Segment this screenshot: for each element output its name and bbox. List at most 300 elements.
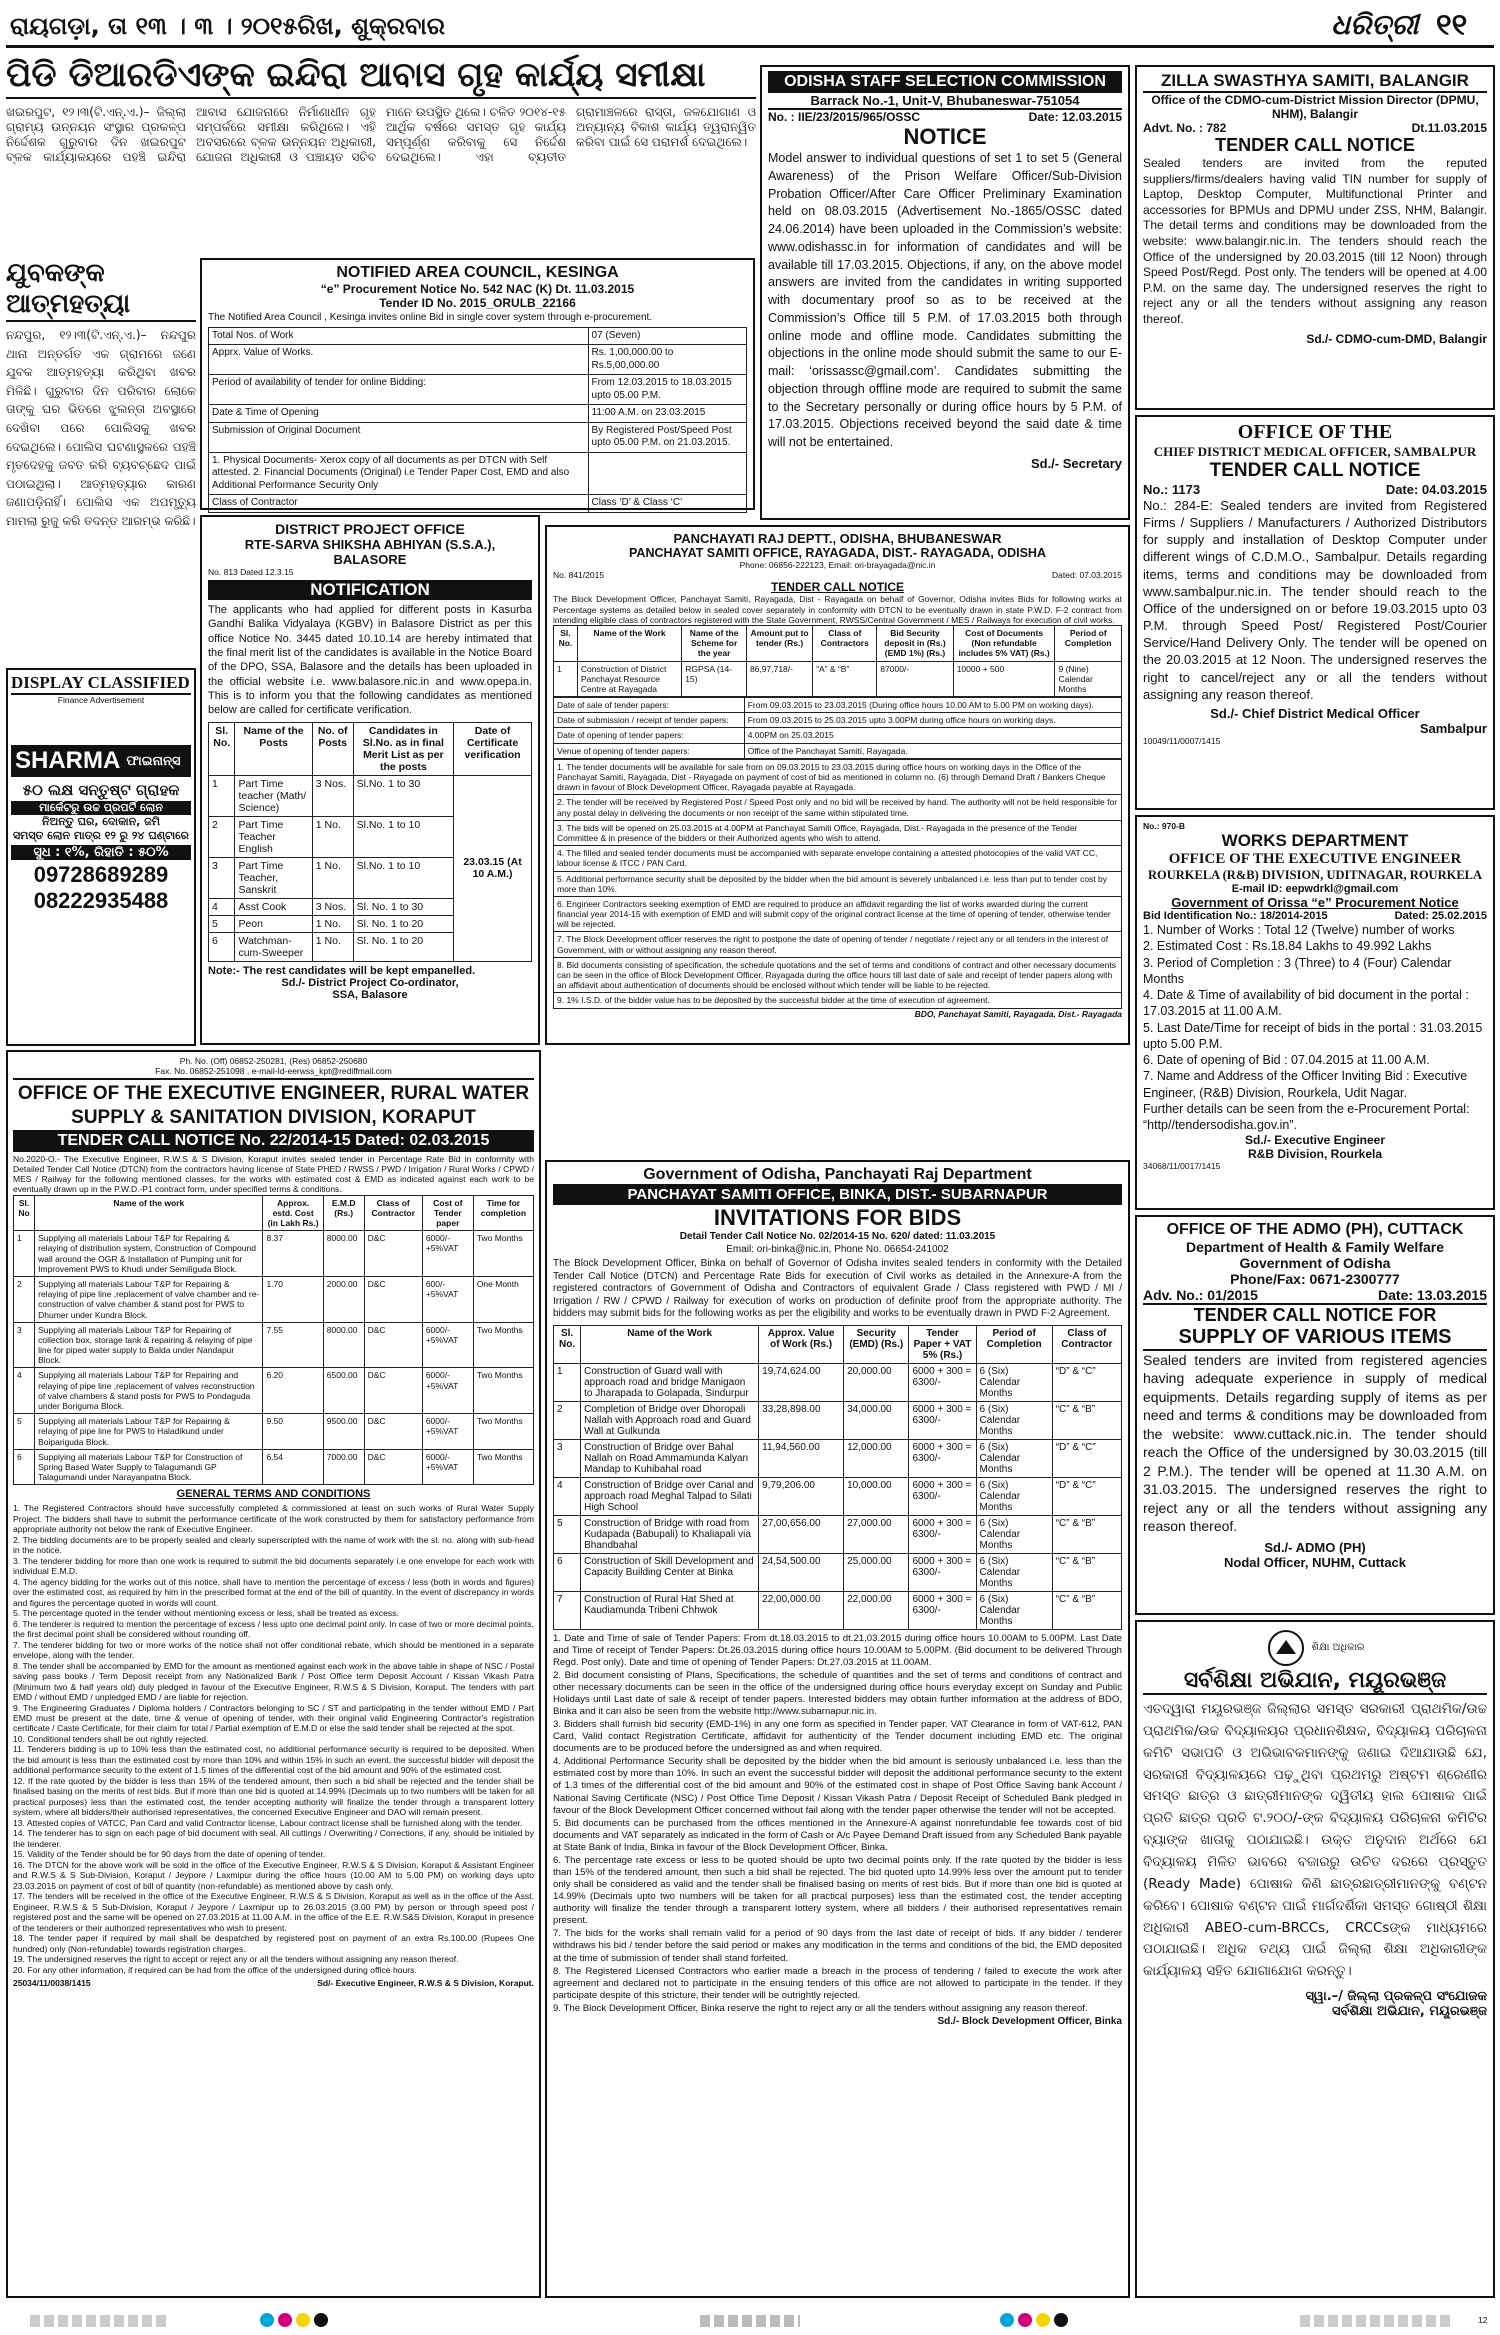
- term-item: 4. The filled and sealed tender documents must be accompanied with separate envelope containing a attested photocopies of the valid VAT CC, labour license & ITCC / PAN Card.: [554, 846, 1122, 871]
- article-headline: ପିଡି ଡିଆରଡିଏଙ୍କ ଇନ୍ଦିରା ଆବାସ ଗୃହ କାର୍ଯ୍ୟ ସମୀକ୍ଷା: [6, 54, 756, 99]
- table-header: Security (EMD) (Rs.): [844, 1325, 909, 1363]
- ssa-table: [208, 722, 532, 962]
- term-item: 16. The DTCN for the above work will be sold in the office of the Executive Engineer, R.W.S & S Division, Koraput & Assistant Engineer and R.W.S & S Sub-Division, Koraput / Jeypore / Laxmipur during the office hours (10.00 AM to 5.00 PM) on working days upto 23.03.2015 on payment of cost of bill of quantity (non-refundable) as mentioned above by cash only.: [13, 1859, 534, 1891]
- table-cell: 1 No.: [312, 857, 353, 898]
- notice-fax: Fax. No. 06852-251098 , e-mail-Id-eerwss_kpt@rediffmail.com: [155, 1066, 392, 1077]
- masthead-date: ରାୟଗଡ଼ା, ତା ୧୩ । ୩ । ୨୦୧୫ରିଖ, ଶୁକ୍ରବାର: [10, 12, 445, 40]
- table-row: [554, 1515, 1122, 1553]
- table-cell: 1: [14, 1231, 35, 1277]
- notice-note: Note:- The rest candidates will be kept empanelled.: [208, 964, 476, 977]
- table-row: [14, 1368, 534, 1414]
- table-cell: 20,000.00: [844, 1363, 909, 1401]
- term-item: 3. The tenderer bidding for more than one work is required to submit the bid documents separately i.e one envelope for each work with individual E.M.D.: [13, 1555, 534, 1577]
- notice-title: PANCHAYATI RAJ DEPTT., ODISHA, BHUBANESWAR: [673, 531, 1002, 546]
- table-header: Class of Contractors: [813, 625, 877, 661]
- notice-intro: No.2020-O.- The Executive Engineer, R.W.S & S Division, Koraput invites sealed tender in Percentage Rate Bid in conformity with Detailed Tender Call Notice (DTCN) from the contractors having license of State PHED / RWSS / PWD / Irrigation / Rural Works / CPWD / MES / Railway for the following mentioned classes, for the works with estimated cost & EMD as indicated against each work to be eventually drawn up in the P.W.D.-P1 contract form, under specified terms & conditions.: [13, 1153, 534, 1195]
- table-row: [554, 661, 1122, 697]
- table-cell: Period of availability of tender for online Bidding:: [209, 375, 589, 405]
- table-cell: Sl. No. 1 to 30: [353, 898, 453, 915]
- rayagada-kv: [553, 697, 1122, 759]
- list-item: 7. Name and Address of the Officer Inviting Bid : Executive Engineer, (R&B) Division, Rourkela, Udit Nagar.: [1143, 1069, 1468, 1100]
- notice-heading: INVITATIONS FOR BIDS: [713, 1205, 962, 1230]
- term-item: 8. The Registered Licensed Contractors who earlier made a breach in the process of tendering / failed to execute the work after agreement and declared not to participate in the ensuing tenders of this office are not allowed to participate in the tender. If they participate despite of this stricture, their tender will be outrightly rejected.: [553, 1965, 1122, 2001]
- term-item: 6. The tenderer is required to mention the percentage of excess / less upto one decimal point only. In case of two or more decimal points, the first decimal point shall be considered without rounding off.: [13, 1618, 534, 1640]
- table-cell: 87000/-: [877, 661, 953, 697]
- classified-ad: [6, 668, 196, 1046]
- notice-signature-2: ସର୍ବଶିକ୍ଷା ଅଭିଯାନ, ମୟୂରଭଞ୍ଜ: [1331, 2004, 1487, 2020]
- term-item: 6. Engineer Contractors seeking exemption of EMD are required to produce an affidavit regarding the list of works awarded during the current financial year 2014-15 with exemption of EMD and will submit copy of the original contract license at the time of opening of tender, otherwise tender will be rejected.: [554, 896, 1122, 932]
- table-cell: D&C: [364, 1276, 422, 1322]
- table-cell: 3 Nos.: [312, 775, 353, 816]
- table-cell: 7000.00: [323, 1449, 364, 1485]
- notice-address: Barrack No.-1, Unit-V, Bhubaneswar-751054: [768, 93, 1122, 110]
- table-cell: 7.55: [263, 1322, 323, 1368]
- table-cell: 1.70: [263, 1276, 323, 1322]
- registration-strip: [1300, 2315, 1450, 2327]
- table-header: Name of the Work: [577, 625, 681, 661]
- table-cell: Two Months: [473, 1322, 533, 1368]
- notice-title: OFFICE OF THE ADMO (PH), CUTTACK: [1166, 1221, 1464, 1238]
- notice-signature: Sd./- District Project Co-ordinator,: [281, 976, 459, 989]
- table-cell: 10000 + 500: [953, 661, 1055, 697]
- notice-number: No.: 1173: [1143, 482, 1201, 497]
- table-row: [209, 375, 747, 405]
- term-item: 19. The undersigned reserves the right to accept or reject any or all the tenders without assigning any reason thereof.: [13, 1954, 459, 1965]
- cyan-dot: [1000, 2313, 1014, 2327]
- table-cell: 6.54: [263, 1449, 323, 1485]
- table-cell: 6 (Six) Calendar Months: [976, 1477, 1052, 1515]
- article-pidi: [6, 54, 756, 254]
- table-cell: 6000 + 300 = 6300/-: [909, 1515, 976, 1553]
- notice-phone: Ph. No. (Off) 06852-250281, (Res) 06852-250680: [179, 1056, 368, 1066]
- classified-title: DISPLAY CLASSIFIED: [11, 673, 191, 695]
- table-row: [554, 713, 1122, 728]
- table-cell: 86,97,718/-: [746, 661, 812, 697]
- table-cell: 6: [209, 932, 235, 961]
- notice-title-2: Department of Health & Family Welfare: [1185, 1239, 1445, 1255]
- table-cell: Submission of Original Document: [209, 422, 589, 452]
- table-cell: 6 (Six) Calendar Months: [976, 1439, 1052, 1477]
- table-cell: “C” & “B”: [1052, 1553, 1121, 1591]
- table-cell: 22,00,000.00: [759, 1591, 844, 1629]
- table-row: [554, 795, 1122, 820]
- table-cell: 6 (Six) Calendar Months: [976, 1401, 1052, 1439]
- table-cell: “C” & “B”: [1052, 1515, 1121, 1553]
- table-cell: D&C: [364, 1322, 422, 1368]
- notice-further: Further details can be seen from the e-Procurement Portal: “http//tendersodisha.gov.in”.: [1143, 1101, 1470, 1133]
- table-cell: 24,54,500.00: [759, 1553, 844, 1591]
- term-item: 5. Bid documents can be purchased from the offices mentioned in the Annexure-A against nonrefundable fee towards cost of bid documents and VAT separately as indicated in the form of Cash or A/c Payee Demand Draft issued from any Scheduled Bank payable at State Bank of India, Binka in favour of the Block Development Officer, Binka.: [553, 1817, 1122, 1853]
- list-item: 3. Period of Completion : 3 (Three) to 4 (Four) Calendar Months: [1143, 955, 1452, 986]
- table-cell: 6.20: [263, 1368, 323, 1414]
- article-headline: ଯୁବକଙ୍କ ଆତ୍ମହତ୍ୟା: [6, 258, 196, 322]
- notice-advt: Adv. No.: 01/2015: [1143, 1287, 1258, 1303]
- table-cell: 9 (Nine) Calendar Months: [1055, 661, 1122, 697]
- rourkela-items: [1143, 922, 1487, 1101]
- term-item: 2. The tender will be received by Registered Post / Speed Post only and no bid will be received by hand. The authority will not be held responsible for any postal delay in delivering the documents or non receipt of the same within stipulated time.: [554, 795, 1122, 820]
- table-row: [554, 957, 1122, 993]
- table-header: Amount put to tender (Rs.): [746, 625, 812, 661]
- table-cell: 6000 + 300 = 6300/-: [909, 1401, 976, 1439]
- table-cell: 6000 + 300 = 6300/-: [909, 1363, 976, 1401]
- ossc-notice: [760, 65, 1130, 520]
- table-cell: Venue of opening of tender papers:: [554, 743, 745, 758]
- table-cell: D&C: [364, 1414, 422, 1450]
- rayagada-table: [553, 625, 1122, 697]
- rayagada-terms: [553, 759, 1122, 1009]
- ssa-mayurbhanj-notice: [1135, 1620, 1495, 2298]
- table-header: Candidates in Sl.No. as in final Merit List as per the posts: [353, 722, 453, 775]
- table-cell: 6: [554, 1553, 581, 1591]
- table-cell: 11,94,560.00: [759, 1439, 844, 1477]
- sharma-label: SHARMA: [15, 747, 121, 775]
- table-cell: Date of submission / receipt of tender papers:: [554, 713, 745, 728]
- notice-detail: Detail Tender Call Notice No. 02/2014-15 No. 620/ dated: 11.03.2015: [679, 1231, 996, 1242]
- table-header: Sl. No: [14, 1195, 35, 1231]
- table-cell: 3: [554, 1439, 581, 1477]
- table-row: [554, 993, 1122, 1008]
- notice-date: Dated: 25.02.2015: [1394, 910, 1487, 923]
- table-row: [209, 775, 532, 816]
- notice-date: Dt.11.03.2015: [1411, 121, 1487, 135]
- table-cell: Supplying all materials Labour T&P for Repairing & relaying of distribution system, Construction of Compound wall around the OGR & Installation of Pumping unit for Improvement PWS to Khudi under Semiliguda Block.: [35, 1231, 263, 1277]
- term-item: 5. Additional performance security shall be deposited by the bidder when the bid amount is severely unbalanced i.e. less than put to tender cost by more than 10%.: [554, 871, 1122, 896]
- table-row: [554, 871, 1122, 896]
- table-cell: 6000 + 300 = 6300/-: [909, 1591, 976, 1629]
- color-dots: [1000, 2313, 1068, 2327]
- table-cell: 27,00,656.00: [759, 1515, 844, 1553]
- notice-number: No. 813 Dated 12.3.15: [208, 567, 294, 577]
- table-cell: 4: [14, 1368, 35, 1414]
- table-cell: Two Months: [473, 1449, 533, 1485]
- notice-heading: TENDER CALL NOTICE: [1215, 135, 1415, 155]
- registration-strip: [30, 2315, 170, 2327]
- notice-body: Sealed tenders are invited from the reputed suppliers/firms/dealers having valid TIN number for supply of Laptop, Desktop Computer, Multifunctional Printer and accessories for BPMUs and DPMU under ZSS, NHM, Balangir. The detail terms and conditions may be downloaded from the website: www.balangir.nic.in. The tenders should reach the Office of the undersigned by 20.03.2015 (till 12 Noon) through Speed Post/Regd. Post only. The tenders will be opened at 4.00 P.M. on the same day. The undersigned reserves the right to reject any or all the tenders without assigning any reason thereof.: [1143, 156, 1487, 326]
- list-item: 4. Date & Time of availability of bid document in the portal : 17.03.2015 at 11.00 A.M.: [1143, 988, 1469, 1019]
- table-cell: 6: [14, 1449, 35, 1485]
- table-cell: 2: [209, 816, 235, 857]
- notice-signature: Sd./- Block Development Officer, Binka: [937, 2015, 1122, 2027]
- notice-signature: Sd./- Secretary: [1030, 455, 1122, 471]
- table-cell: Completion of Bridge over Dhoropali Nallah with Approach road and Guard Wall at Gulkunda: [581, 1401, 759, 1439]
- ssa-balasore-notice: [200, 515, 540, 1045]
- black-dot: [1054, 2313, 1068, 2327]
- table-cell: Construction of Bridge over Canal and approach road Meghal Talpad to Silati High School: [581, 1477, 759, 1515]
- notice-signature: Sd./- ADMO (PH): [1264, 1539, 1366, 1555]
- notice-title: ODISHA STAFF SELECTION COMMISSION: [768, 71, 1122, 93]
- masthead: [6, 8, 1494, 48]
- table-cell: Construction of Skill Development and Capacity Building Center at Binka: [581, 1553, 759, 1591]
- classified-rate: ସୁଧ : ୧%, ରିହାତି : ୫୦%: [11, 845, 191, 860]
- balangir-notice: [1135, 65, 1495, 410]
- table-cell: 600/-+5%VAT: [422, 1276, 473, 1322]
- table-cell: Two Months: [473, 1368, 533, 1414]
- sharma-banner: [11, 745, 191, 777]
- table-row: [554, 896, 1122, 932]
- table-cell: Supplying all materials Labour T&P for Construction of Spring Based Water Supply to Talagumandi GP Talagumandi under Narayanpatna Block.: [35, 1449, 263, 1485]
- table-cell: 6 (Six) Calendar Months: [976, 1591, 1052, 1629]
- table-cell: Total Nos. of Work: [209, 327, 589, 345]
- notice-signature-2: SSA, Balasore: [332, 988, 408, 1001]
- table-row: [554, 1363, 1122, 1401]
- table-cell: Sl.No. 1 to 10: [353, 857, 453, 898]
- table-header: Class of Contractor: [364, 1195, 422, 1231]
- table-cell: Sl.No. 1 to 30: [353, 775, 453, 816]
- classified-subtitle: Finance Advertisement: [57, 695, 145, 705]
- table-cell: 6 (Six) Calendar Months: [976, 1553, 1052, 1591]
- binka-table: [553, 1325, 1122, 1630]
- classified-line: ମାର୍କେଟରୁ ଉଚ୍ଚ ପ୍ରପର୍ଟି ଲୋନ: [11, 801, 191, 815]
- ssa-logo-icon: [1266, 1628, 1306, 1668]
- notice-title: NOTIFIED AREA COUNCIL, KESINGA: [336, 264, 619, 281]
- term-item: 1. The tender documents will be available for sale from on 09.03.2015 to 23.03.2015 during office hours on working days in the Office of the Panchayat Samiti, Rayagada, Dist - Rayagada on payment of cost of bid as mentioned in column no. (6) through Demand Draft / Bankers Cheque drawn in favour of Block Development Officer, Rayagada payable at Rayagada.: [554, 759, 1122, 795]
- list-item: 1. Number of Works : Total 12 (Twelve) number of works: [1143, 923, 1455, 938]
- term-item: 10. Conditional tenders shall be out rightly rejected.: [13, 1733, 209, 1744]
- kesinga-notice: [200, 258, 755, 510]
- table-cell: 6 (Six) Calendar Months: [976, 1363, 1052, 1401]
- notice-signature: Sd./- CDMO-cum-DMD, Balangir: [1306, 331, 1487, 346]
- table-cell: 1 No.: [312, 915, 353, 932]
- notice-body: No.: 284-E: Sealed tenders are invited from Registered Firms / Suppliers / Manufacturers / Authorized Distributors for supply and installation of Desktop Computer under different wings of C.D.M.O., Sambalpur. Details regarding items, terms and conditions may be downloaded from www.sambalpur.nic.in. The tender should reach to the Office of the undersigned on or before 19.03.2015 upto 03 P.M. through Speed Post/ Registered Post/Courier Service/Hand Delivery Only. The tender will be opened on the 20.03.2015 at 12 Noon. The undersigned reserves the right to cancel/reject any or all the tenders without assigning any reason thereof.: [1143, 498, 1487, 702]
- table-cell: By Registered Post/Speed Post upto 05.00 P.M. on 21.03.2015.: [588, 422, 746, 452]
- ssa-tagline: ଶିକ୍ଷା ଅଧିକାର: [1311, 1641, 1365, 1653]
- table-cell: 7: [554, 1591, 581, 1629]
- term-item: 7. The tenderer bidding for two or more works of the notice shall not offer conditional rebate, which should be mentioned in a separate envelope, along with the tender.: [13, 1639, 534, 1661]
- table-cell: “C” & “B”: [1052, 1591, 1121, 1629]
- sharma-odia: ଫାଇନାନ୍ସ: [126, 753, 181, 769]
- table-cell: Construction of Rural Hat Shed at Kaudiamunda Tribeni Chhwok: [581, 1591, 759, 1629]
- table-cell: Construction of Guard wall with approach road and bridge Manigaon to Jharapada to Golapada, Sindurpur: [581, 1363, 759, 1401]
- table-header: Approx. Value of Work (Rs.): [759, 1325, 844, 1363]
- term-item: 7. The Block Development officer reserves the right to postpone the date of opening of tender / negotiate / reject any or all tenders in the interest of Government, with or without assigning any reason thereof.: [554, 932, 1122, 957]
- table-row: [554, 932, 1122, 957]
- table-cell: Rs. 1,00,000.00 to Rs.5,00,000.00: [588, 345, 746, 375]
- term-item: 1. Date and Time of sale of Tender Papers: From dt.18.03.2015 to dt.21.03.2015 during office hours 10.00AM to 5.00PM. Last Date and Time of receipt of Tender Papers: Dt.26.03.2015 during office hours 10.00AM to 5.00PM. (Bid document to be delivered Through Regd. Post only). Date and time of opening of Tender Papers: Dt.27.03.2015 at 11.00AM.: [553, 1632, 1122, 1668]
- table-cell: 4.00PM on 25.03.2015: [744, 728, 1121, 743]
- table-cell: Part Time Teacher English: [235, 816, 312, 857]
- footer-bar: [0, 2305, 1500, 2335]
- table-cell: Part Time teacher (Math/ Science): [235, 775, 312, 816]
- term-item: 9. 1% I.S.D. of the bidder value has to be deposited by the successful bidder at the time of execution of agreement.: [554, 993, 1122, 1008]
- classified-line: ନିଅନ୍ତୁ ଘର, ଦୋକାନ, ଜମି: [41, 815, 161, 829]
- table-cell: Two Months: [473, 1231, 533, 1277]
- footer-page-number: 12: [1478, 2315, 1488, 2325]
- cuttack-notice: [1135, 1215, 1495, 1615]
- table-row: [554, 1477, 1122, 1515]
- term-item: 5. The percentage quoted in the tender without mentioning excess or less, shall be treated as excess.: [13, 1608, 399, 1619]
- table-row: [554, 698, 1122, 713]
- table-cell: 1. Physical Documents- Xerox copy of all documents as per DTCN with Self attested. 2. Financial Documents (Original) i.e Tender Paper Cost, EMD and also Additional Performance Security Only: [209, 452, 589, 495]
- classified-line: ସମସ୍ତ ଲୋନ ମାତ୍ର ୧୨ ରୁ ୨୪ ଘଣ୍ଟାରେ: [12, 829, 190, 843]
- notice-title-2: CHIEF DISTRICT MEDICAL OFFICER, SAMBALPUR: [1153, 444, 1477, 459]
- table-cell: 19,74,624.00: [759, 1363, 844, 1401]
- notice-signature: Sd/- Executive Engineer, R.W.S & S Division, Koraput.: [317, 1978, 534, 1989]
- list-item: 2. Estimated Cost : Rs.18.84 Lakhs to 49.992 Lakhs: [1143, 939, 1432, 954]
- table-cell: “A” & “B”: [813, 661, 877, 697]
- notice-title-3: ROURKELA (R&B) DIVISION, UDITNAGAR, ROURKELA: [1147, 868, 1483, 883]
- term-item: 20. For any other information, if required can be had from the office of the undersigned during office hours.: [13, 1964, 417, 1975]
- table-header: E.M.D (Rs.): [323, 1195, 364, 1231]
- magenta-dot: [1018, 2313, 1032, 2327]
- notice-intro: The Notified Area Council , Kesinga invites online Bid in single cover system through e-procurement.: [208, 312, 653, 323]
- verification-date: 23.03.15 (At 10 A.M.): [454, 775, 532, 961]
- notice-heading: TENDER CALL NOTICE: [1209, 460, 1421, 481]
- notice-title: OFFICE OF THE EXECUTIVE ENGINEER, RURAL WATER SUPPLY & SANITATION DIVISION, KORAPUT: [13, 1078, 534, 1130]
- tender-id: Tender ID No. 2015_ORULB_22166: [379, 296, 576, 310]
- table-cell: Date of opening of tender papers:: [554, 728, 745, 743]
- rayagada-notice: [545, 525, 1130, 1045]
- term-item: 2. Bid document consisting of Plans, Specifications, the schedule of quantities and the set of terms and conditions of contract and other necessary documents can be seen in the office of the undersigned during office hours everyday except on Sunday and Public Holidays until Last date of sale & receipt of tender papers. Interested bidders may obtain further information at the address of BDO, Binka and it can also be seen from the website http://www.subarnapur.nic.in.: [553, 1669, 1122, 1717]
- classified-phone: 08222935488: [33, 888, 169, 914]
- table-cell: 27,000.00: [844, 1515, 909, 1553]
- table-header: Name of the Work: [581, 1325, 759, 1363]
- bid-id: Bid Identification No.: 18/2014-2015: [1143, 910, 1328, 923]
- table-row: [554, 759, 1122, 795]
- table-cell: Asst Cook: [235, 898, 312, 915]
- table-cell: “D” & “C”: [1052, 1363, 1121, 1401]
- table-cell: Date & Time of Opening: [209, 405, 589, 423]
- table-cell: “D” & “C”: [1052, 1439, 1121, 1477]
- term-item: 12. If the rate quoted by the bidder is less than 15% of the tendered amount, then such a bid shall be rejected and the tender shall be finalised basing on the merits of rest bids. But if more than one bid is quoted at 14.99% (Decimals up to two numbers will be taken for all practical purposes) less than the estimated cost, the tender accepting authority will finalize the tender through a transparent lottery system, where all bidders/their authorised representatives, the concerned Executive Engineer and DAO will remain present.: [13, 1775, 534, 1818]
- notice-date: Date: 04.03.2015: [1385, 482, 1487, 497]
- notice-title-2: RTE-SARVA SHIKSHA ABHIYAN (S.S.A.),: [244, 537, 496, 552]
- table-row: [554, 820, 1122, 845]
- table-header: Class of Contractor: [1052, 1325, 1121, 1363]
- notice-heading: TENDER CALL NOTICE: [770, 580, 905, 595]
- table-cell: Construction of Bridge over Bahal Nallah on Road Ammamunda Kalyan Mandap to Kuhibahal road: [581, 1439, 759, 1477]
- table-cell: [588, 452, 746, 495]
- notice-number: No.: 970-B: [1143, 821, 1186, 831]
- table-cell: From 12.03.2015 to 18.03.2015 upto 05.00 P.M.: [588, 375, 746, 405]
- table-row: [554, 1591, 1122, 1629]
- table-header: Date of Certificate verification: [454, 722, 532, 775]
- term-item: 4. The agency bidding for the works out of this notice, shall have to mention the percentage of excess / less (both in words and figures) over the estimated cost, as required by him in the prescribed format at the end of the bill of quantity. In the event of discrepancy in words and figures the percentage quoted in words will count.: [13, 1576, 534, 1608]
- kesinga-table: [208, 327, 747, 513]
- notice-advt: Advt. No. : 782: [1143, 121, 1227, 135]
- term-item: 15. Validity of the Tender should be for 90 days from the date of opening of tender.: [13, 1849, 326, 1860]
- notice-date: Date: 12.03.2015: [1028, 110, 1122, 124]
- term-item: 7. The bids for the works shall remain valid for a period of 90 days from the last date of receipt of bids. If any bidder / tenderer withdraws his bid / tender before the said period or makes any modification in the terms and conditions of the bid, the EMD deposited at the time of submission of tender shall stand forfeited.: [553, 1928, 1122, 1964]
- table-cell: Construction of Bridge with road from Kudapada (Babupali) to Khaliapali via Bhandbahal: [581, 1515, 759, 1553]
- table-cell: Part Time Teacher, Sanskrit: [235, 857, 312, 898]
- notice-title-2: OFFICE OF THE EXECUTIVE ENGINEER: [1168, 851, 1462, 868]
- table-cell: 3: [14, 1322, 35, 1368]
- notice-heading: TENDER CALL NOTICE FOR: [1143, 1303, 1487, 1326]
- table-cell: 9,79,206.00: [759, 1477, 844, 1515]
- table-header: Period of Completion: [1055, 625, 1122, 661]
- table-cell: Class of Contractor: [209, 495, 589, 513]
- notice-signature: ସ୍ୱା.–/ ଜିଲ୍ଲା ପ୍ରକଳ୍ପ ସଂଯୋଜକ: [1305, 1989, 1487, 2005]
- notice-gov: Government of Orissa “e” Procurement Notice: [1171, 895, 1459, 911]
- table-cell: 4: [554, 1477, 581, 1515]
- notice-email: E-mail ID: eepwdrkl@gmail.com: [1231, 883, 1399, 896]
- notice-intro: The Block Development Officer, Binka on behalf of Governor of Odisha invites sealed tenders in conformity with the Detailed Tender Call Notice (DTCN) and Percentage Rate Bids for execution of Civil works as detailed in the Annexure-A from the registered contractors of Government of Odisha and Contractors of equivalent Grade / Class registered with PWD / MI / Irrigation / RW / CPWD / Railway for execution of works on production of definite proof from the appropriate authority. The bidders may submit bids for the following works as per the eligibility and works to be eventually drawn in PWD F-2 Agreement.: [553, 1258, 1122, 1319]
- notice-phone: Phone: 06856-222123, Email: ori-brayagada@nic.in: [739, 560, 936, 570]
- table-header: Name of the Posts: [235, 722, 312, 775]
- table-row: [554, 1439, 1122, 1477]
- article-body: ଖଇରପୁଟ, ୧୨।୩(ଟି.ଏନ୍.ଏ.)– ଜିଲ୍ଲା ଗ୍ରାମ୍ୟ ଉନ୍ନୟନ ସଂସ୍ଥାର ପ୍ରକଳ୍ପ ନିର୍ଦ୍ଦେଶକ ଗୁରୁବାର ଦିନ ଖଇରପୁଟ ବ୍ଳକ କାର୍ଯ୍ୟାଳୟରେ ପହଞ୍ଚି ଇନ୍ଦିରା ଆବାସ ଯୋଜନାରେ ନିର୍ମାଣାଧୀନ ଗୃହ ସମ୍ପର୍କରେ ସମୀକ୍ଷା କରିଥିଲେ। ଏହି ଅବସରରେ ବ୍ଳକ ଉନ୍ନୟନ ଅଧିକାରୀ, ଯୋଜନା ଅଧିକାରୀ ଓ ପଞ୍ଚାୟତ ସଚିବ ମାନେ ଉପସ୍ଥିତ ଥିଲେ। ଚଳିତ ୨୦୧୪-୧୫ ଆର୍ଥିକ ବର୍ଷରେ ସମସ୍ତ ଗୃହ କାର୍ଯ୍ୟ ସମ୍ପୂର୍ଣ୍ଣ କରିବାକୁ ସେ ନିର୍ଦ୍ଦେଶ ଦେଇଥିଲେ। ଏହା ବ୍ୟତୀତ ଗ୍ରାମାଞ୍ଚଳରେ ରାସ୍ତା, ଜଳଯୋଗାଣ ଓ ଅନ୍ୟାନ୍ୟ ବିକାଶ କାର୍ଯ୍ୟ ତ୍ୱରାନ୍ୱିତ କରିବା ପାଇଁ ସେ ପରାମର୍ଶ ଦେଇଥିଲେ।: [6, 104, 756, 164]
- notice-heading: NOTIFICATION: [208, 580, 532, 600]
- table-cell: From 09.03.2015 to 23.03.2015 (During office hours 10.00 AM to 5.00 PM on working days).: [744, 698, 1121, 713]
- table-header: Cost of Documents (Non refundable includes 5% VAT) (Rs.): [953, 625, 1055, 661]
- table-row: [14, 1414, 534, 1450]
- table-row: [14, 1449, 534, 1485]
- table-cell: Peon: [235, 915, 312, 932]
- table-row: [209, 495, 747, 513]
- table-row: [209, 422, 747, 452]
- notice-date: Date: 13.03.2015: [1378, 1287, 1487, 1303]
- table-cell: 1 No.: [312, 816, 353, 857]
- table-cell: 07 (Seven): [588, 327, 746, 345]
- table-cell: 11:00 A.M. on 23.03.2015: [588, 405, 746, 423]
- table-cell: 5: [554, 1515, 581, 1553]
- table-cell: 6000 + 300 = 6300/-: [909, 1553, 976, 1591]
- term-item: 14. The tenderer has to sign on each page of bid document with seal. All cuttings / Overwriting / Corrections, if any, should be initialed by the tenderer.: [13, 1828, 534, 1849]
- terms-title: GENERAL TERMS AND CONDITIONS: [176, 1488, 371, 1501]
- table-cell: 4: [209, 898, 235, 915]
- classified-line: ୫୦ ଲକ୍ଷ ସନ୍ତୁଷ୍ଟ ଗ୍ରାହକ: [22, 781, 180, 800]
- term-item: 2. The bidding documents are to be properly sealed and clearly superscripted with the name of work with the sl. no. along with sub-head in the notice.: [13, 1534, 534, 1556]
- table-row: [554, 743, 1122, 758]
- table-cell: 3: [209, 857, 235, 898]
- table-header: Approx. estd. Cost (in Lakh Rs.): [263, 1195, 323, 1231]
- table-header: No. of Posts: [312, 722, 353, 775]
- table-cell: One Month: [473, 1276, 533, 1322]
- table-cell: RGPSA (14-15): [682, 661, 747, 697]
- table-cell: 6000 + 300 = 6300/-: [909, 1439, 976, 1477]
- table-cell: Apprx. Value of Works.: [209, 345, 589, 375]
- notice-body: The applicants who had applied for different posts in Kasurba Gandhi Balika Vidyalaya (KGBV) in Balasore District as per this office Notice No. 3445 dated 10.10.14 are hereby intimated that the final merit list of the candidates is available in the Notice Board of the DPO, SSA, Balasore and the details has been uploaded in the official website i.e. www.balasore.nic.in and www.opepa.in. This is to inform you that the following candidates as mentioned below are called for certificate verification.: [208, 604, 532, 717]
- table-cell: Sl. No. 1 to 20: [353, 932, 453, 961]
- notice-title-2: PANCHAYAT SAMITI OFFICE, RAYAGADA, DIST.- RAYAGADA, ODISHA: [629, 546, 1046, 560]
- table-cell: 6000/-+5%VAT: [422, 1322, 473, 1368]
- color-dots: [260, 2313, 328, 2327]
- notice-signature-2: Sambalpur: [1419, 720, 1487, 736]
- table-header: Bid Security deposit in (Rs.) (EMD 1%) (Rs.): [877, 625, 953, 661]
- table-cell: Supplying all materials Labour T&P for Repairing and relaying of pipe line ,replacement of valves reconstruction of valve chambers & stand posts for PWS to Pondaguda under Boriguma Block.: [35, 1368, 263, 1414]
- table-cell: From 09.03.2015 to 25.03.2015 upto 3.00PM during office hours on working days.: [744, 713, 1121, 728]
- table-row: [209, 405, 747, 423]
- table-row: [209, 327, 747, 345]
- table-cell: 10,000.00: [844, 1477, 909, 1515]
- notice-title: ସର୍ବଶିକ୍ଷା ଅଭିଯାନ, ମୟୂରଭଞ୍ଜ: [1143, 1668, 1487, 1695]
- table-cell: 2: [14, 1276, 35, 1322]
- rwss-terms: [13, 1503, 534, 1975]
- table-cell: D&C: [364, 1449, 422, 1485]
- notice-signature-2: R&B Division, Rourkela: [1247, 1147, 1383, 1162]
- table-cell: 1 No.: [312, 932, 353, 961]
- table-cell: 2000.00: [323, 1276, 364, 1322]
- table-cell: 9.50: [263, 1414, 323, 1450]
- rourkela-notice: [1135, 815, 1495, 1210]
- notice-band: TENDER CALL NOTICE No. 22/2014-15 Dated: 02.03.2015: [13, 1130, 534, 1152]
- table-header: Cost of Tender paper: [422, 1195, 473, 1231]
- term-item: 9. The Engineering Graduates / Diploma holders / Contractors belonging to SC / ST and participating in the tender without EMD / Part EMD must be present at the date, time & venue of opening of tender, with their original valid Engineering Contractor's registration certificate / Caste Certificate, for their claim for total / Partial exemption of E.M.D or else the said tender shall be rejected at the spot.: [13, 1702, 534, 1734]
- newspaper-logo: ଧରିତ୍ରୀ: [1331, 8, 1419, 41]
- table-header: Sl. No.: [554, 625, 578, 661]
- sambalpur-notice: [1135, 415, 1495, 810]
- table-header: Sl. No.: [209, 722, 235, 775]
- table-header: Name of the Scheme for the year: [682, 625, 747, 661]
- table-row: [554, 846, 1122, 871]
- notice-body: Sealed tenders are invited from registered agencies having adequate experience in supply of medical equipments. Details regarding supply of items as per need and terms & conditions may be downloaded from the website: www.cuttack.nic.in. The tender should reach the Office of the undersigned by 30.03.2015 (till 2 P.M.). The tender will be opened at 11.30 A.M. on 31.03.2015. The undersigned reserves the right to reject any or all the tenders without assigning any reason thereof.: [1143, 1352, 1487, 1535]
- rwss-koraput-notice: [6, 1050, 541, 2298]
- table-header: Tender Paper + VAT 5% (Rs.): [909, 1325, 976, 1363]
- notice-number: “e” Procurement Notice No. 542 NAC (K) Dt. 11.03.2015: [320, 282, 635, 296]
- page-number: ୧୧: [1436, 8, 1468, 43]
- notice-number: No. : IIE/23/2015/965/OSSC: [768, 110, 921, 124]
- notice-title: ZILLA SWASTHYA SAMITI, BALANGIR: [1143, 71, 1487, 93]
